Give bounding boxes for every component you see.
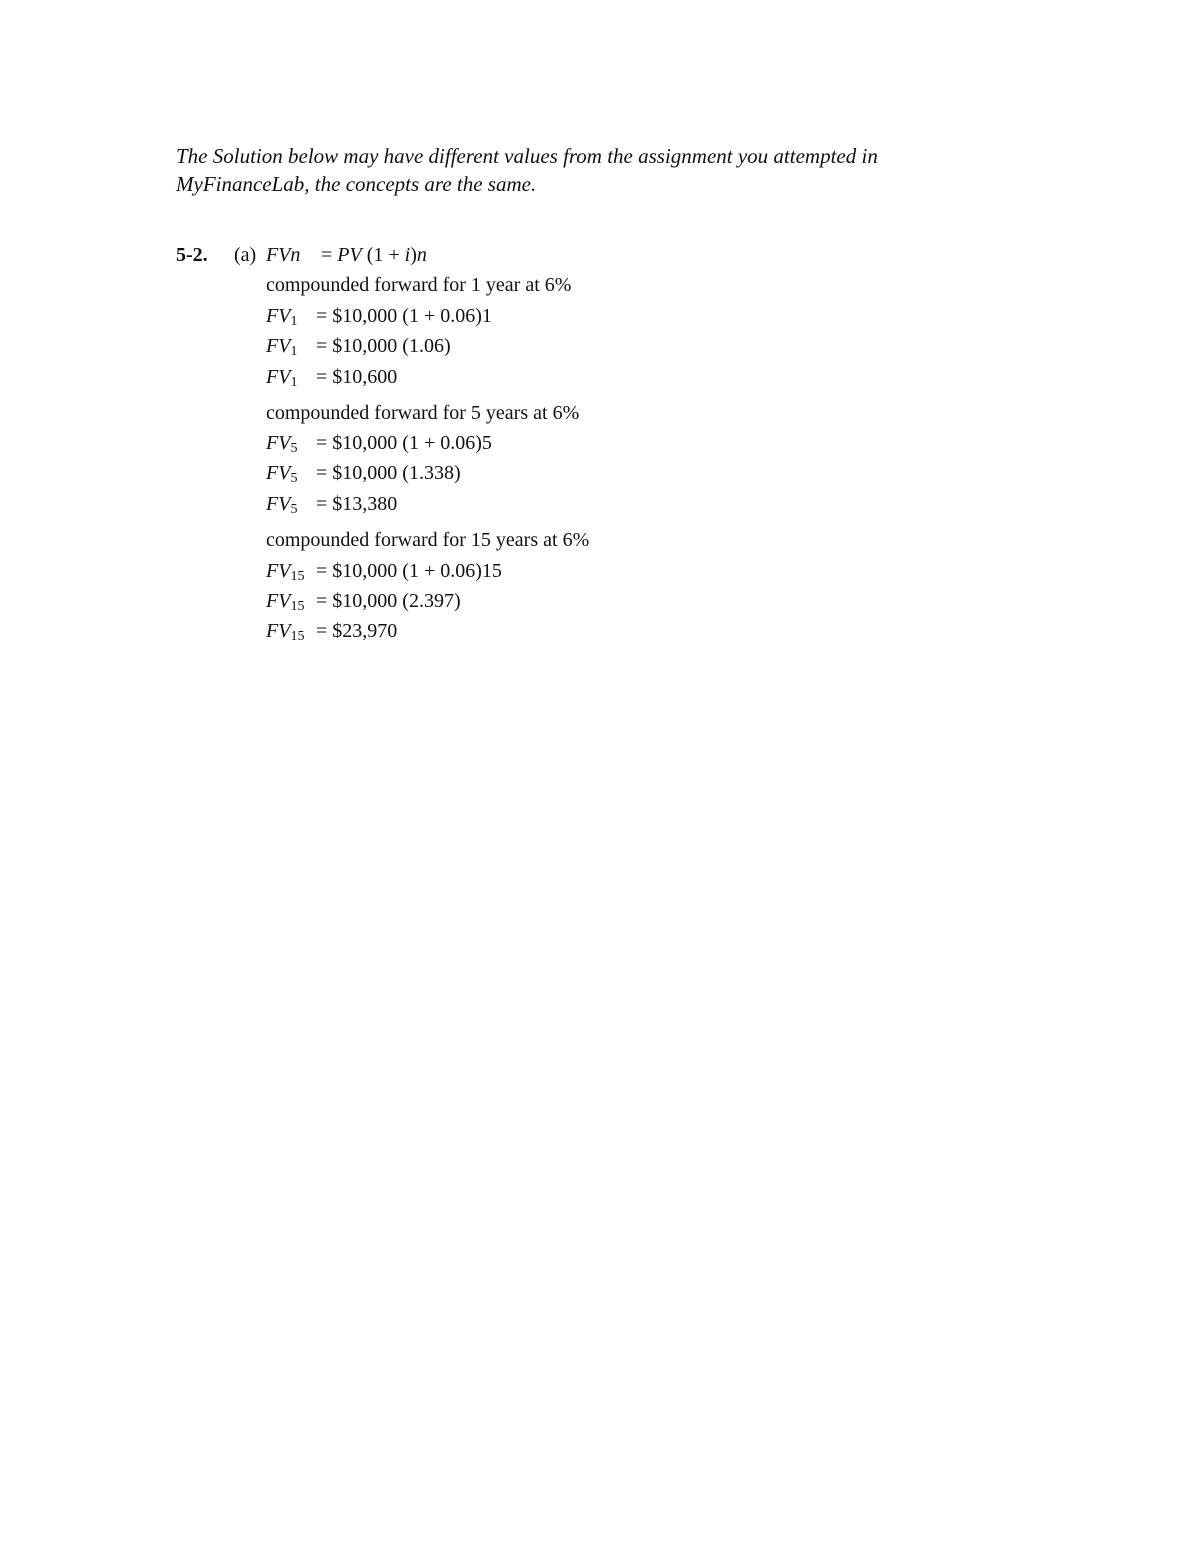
formula-pv: PV [337, 244, 362, 266]
section-heading-1yr: compounded forward for 1 year at 6% [266, 274, 572, 296]
equation-rhs: = $10,000 (1.06) [316, 335, 451, 357]
section-heading-5yr: compounded forward for 5 years at 6% [266, 402, 580, 424]
section-heading-15yr: compounded forward for 15 years at 6% [266, 529, 590, 551]
equation-rhs: = $10,600 [316, 366, 398, 388]
formula-equals: = [321, 244, 333, 266]
formula-lhs: FVn [266, 244, 301, 266]
formula-i: i [404, 244, 411, 266]
equation-rhs: = $10,000 (1 + 0.06)5 [316, 432, 492, 454]
fv-label: $FV_1$ [266, 366, 298, 390]
equation-rhs: = $10,000 (1.338) [316, 462, 461, 484]
fv-label: $FV_5$ [266, 462, 298, 486]
general-formula [266, 244, 427, 267]
equation-row [266, 590, 461, 615]
equation-rhs: = $10,000 (1 + 0.06)15 [316, 560, 502, 582]
fv-label: $FV_{15}$ [266, 590, 305, 614]
solution-note [176, 142, 1036, 198]
fv-label: $FV_{15}$ [266, 560, 305, 584]
equation-row [266, 335, 451, 360]
formula-n: n [416, 244, 427, 266]
equation-rhs: = $10,000 (2.397) [316, 590, 461, 612]
fv-label: $FV_1$ [266, 335, 298, 359]
fv-label: $FV_5$ [266, 493, 298, 517]
fv-label: $FV_{15}$ [266, 620, 305, 644]
equation-row [266, 560, 502, 585]
problem-number: 5-2. [176, 244, 208, 266]
equation-row [266, 462, 461, 487]
equation-rhs: = $23,970 [316, 620, 398, 642]
formula-paren-open: (1 + [366, 244, 405, 266]
equation-row [266, 620, 397, 645]
note-line-2: MyFinanceLab, the concepts are the same. [176, 172, 537, 196]
equation-row [266, 432, 492, 457]
note-line-1: The Solution below may have different values from the assignment you attempted in [176, 144, 878, 168]
equation-row [266, 366, 397, 391]
equation-rhs: = $13,380 [316, 493, 398, 515]
fv-label: $FV_5$ [266, 432, 298, 456]
part-label: (a) [234, 244, 257, 266]
equation-row [266, 305, 492, 330]
equation-row [266, 493, 397, 518]
equation-rhs: = $10,000 (1 + 0.06)1 [316, 305, 492, 327]
fv-label: $FV_1$ [266, 305, 298, 329]
formula-paren-close: ) [410, 244, 417, 266]
